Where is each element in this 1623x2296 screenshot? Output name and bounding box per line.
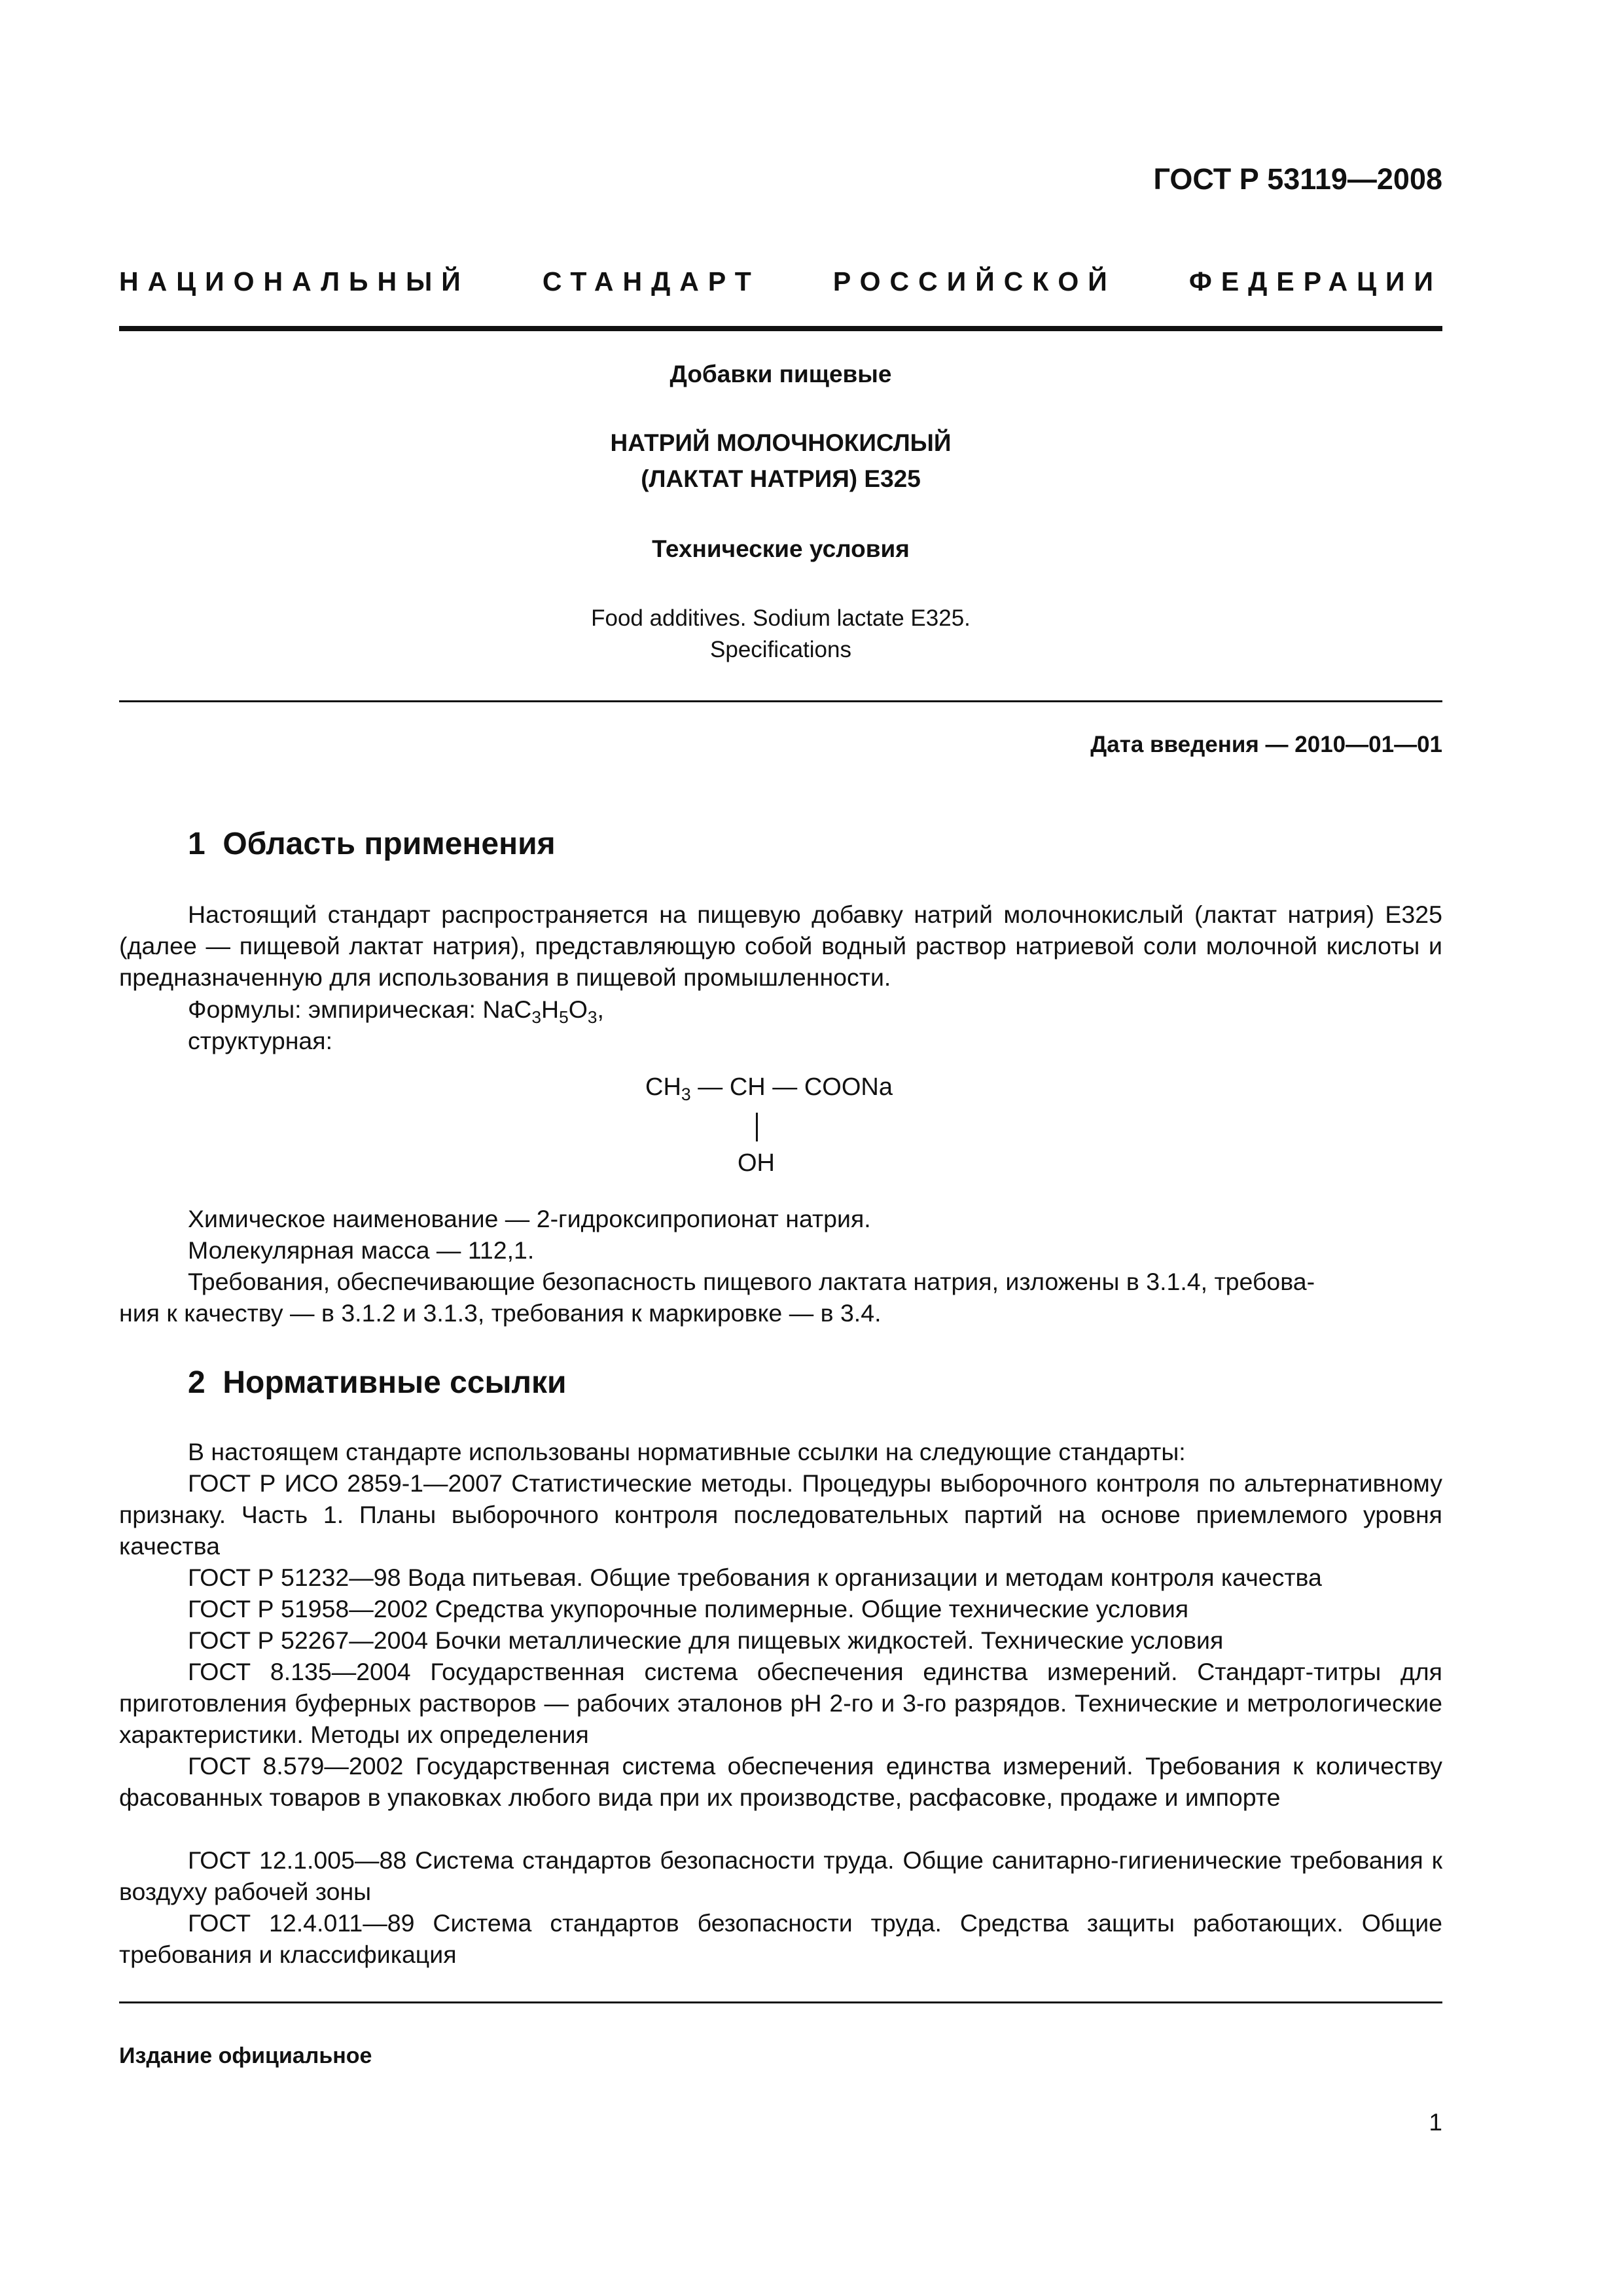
introduction-date: Дата введения — 2010—01—01 [1090,732,1442,757]
title-name-line-1: НАТРИЙ МОЛОЧНОКИСЛЫЙ [610,429,952,456]
formula-subscript: 3 [531,1007,542,1027]
reference-item: ГОСТ Р 52267—2004 Бочки металлические для пищевых жидкостей. Технические условия [188,1626,1224,1654]
document-code: ГОСТ Р 53119—2008 [1153,162,1442,196]
page-number: 1 [1429,2109,1442,2136]
reference-item: ГОСТ Р ИСО 2859-1—2007 Статистические методы. Процедуры выборочного контроля по альтернативному признаку. Часть 1. Планы выборочного контроля последовательных партий на основе приемлемого уровня качества [119,1469,1442,1560]
banner-word: ФЕДЕРАЦИИ [1188,266,1442,296]
section-2-intro: В настоящем стандарте использованы нормативные ссылки на следующие стандарты: [188,1438,1186,1465]
title-name-line-2: (ЛАКТАТ НАТРИЯ) Е325 [641,465,921,492]
structural-formula-main [645,1073,893,1102]
reference-item: ГОСТ Р 51958—2002 Средства укупорочные полимерные. Общие технические условия [188,1595,1189,1623]
formula-label: Формулы: эмпирическая: [188,996,483,1023]
formula-part: NaC [482,996,532,1023]
banner-word: СТАНДАРТ [542,266,760,296]
footer-rule [119,2001,1442,2003]
formula-subscript: 3 [587,1007,597,1027]
section-1-heading: 1 Область применения [188,827,556,861]
title-english-line-2: Specifications [710,637,851,662]
formula-part: O [568,996,588,1023]
formula-part: , [597,996,604,1023]
national-standard-banner [119,266,1442,297]
reference-item: ГОСТ 12.1.005—88 Система стандартов безопасности труда. Общие санитарно-гигиенические требования к воздуху рабочей зоны [119,1846,1442,1905]
banner-word: РОССИЙСКОЙ [832,266,1116,296]
edition-label: Издание официальное [119,2043,372,2068]
chemical-name: Химическое наименование — 2-гидроксипропионат натрия. [188,1205,871,1232]
formula-part: H [541,996,560,1023]
formula-bond: — [690,1073,730,1101]
requirements-line-2: ния к качеству — в 3.1.2 и 3.1.3, требования к маркировке — в 3.4. [119,1299,882,1327]
structural-formula-oh: OH [738,1149,775,1177]
formula-bond: — [765,1073,804,1101]
molecular-mass: Молекулярная масса — 112,1. [188,1236,535,1264]
empirical-formula [188,994,604,1025]
section-1-paragraph: Настоящий стандарт распространяется на пищевую добавку натрий молочнокислый (лактат натрия) Е325 (далее — пищевой лактат натрия), представляющую собой водный раствор натриевой соли молочной кислоты и предназначенную для использования в пищевой промышленности. [119,901,1442,991]
title-english-line-1: Food additives. Sodium lactate E325. [591,605,971,631]
structural-formula-bond [756,1113,758,1141]
reference-item: ГОСТ 8.135—2004 Государственная система обеспечения единства измерений. Стандарт-титры для приготовления буферных растворов — рабочих эталонов pH 2-го и 3-го разрядов. Технические и метрологические характеристики. Методы их определения [119,1658,1442,1748]
reference-item: ГОСТ Р 51232—98 Вода питьевая. Общие требования к организации и методам контроля качества [188,1564,1322,1591]
header-rule [119,326,1442,331]
formula-part: CH [645,1073,681,1101]
reference-item: ГОСТ 8.579—2002 Государственная система обеспечения единства измерений. Требования к количеству фасованных товаров в упаковках любого вида при их производстве, расфасовке, продаже и импорте [119,1752,1442,1811]
structural-formula-label: структурная: [188,1027,333,1054]
formula-part: COONa [804,1073,893,1101]
formula-subscript: 3 [681,1084,691,1104]
title-rule [119,700,1442,702]
title-subtitle: Технические условия [652,535,910,562]
banner-word: НАЦИОНАЛЬНЫЙ [119,266,470,296]
section-2-heading: 2 Нормативные ссылки [188,1365,567,1400]
requirements-line-1: Требования, обеспечивающие безопасность пищевого лактата натрия, изложены в 3.1.4, требова- [188,1268,1315,1295]
formula-subscript: 5 [559,1007,569,1027]
formula-part: CH [729,1073,766,1101]
title-category: Добавки пищевые [669,361,892,387]
reference-item: ГОСТ 12.4.011—89 Система стандартов безопасности труда. Средства защиты работающих. Общие требования и классификация [119,1909,1442,1968]
